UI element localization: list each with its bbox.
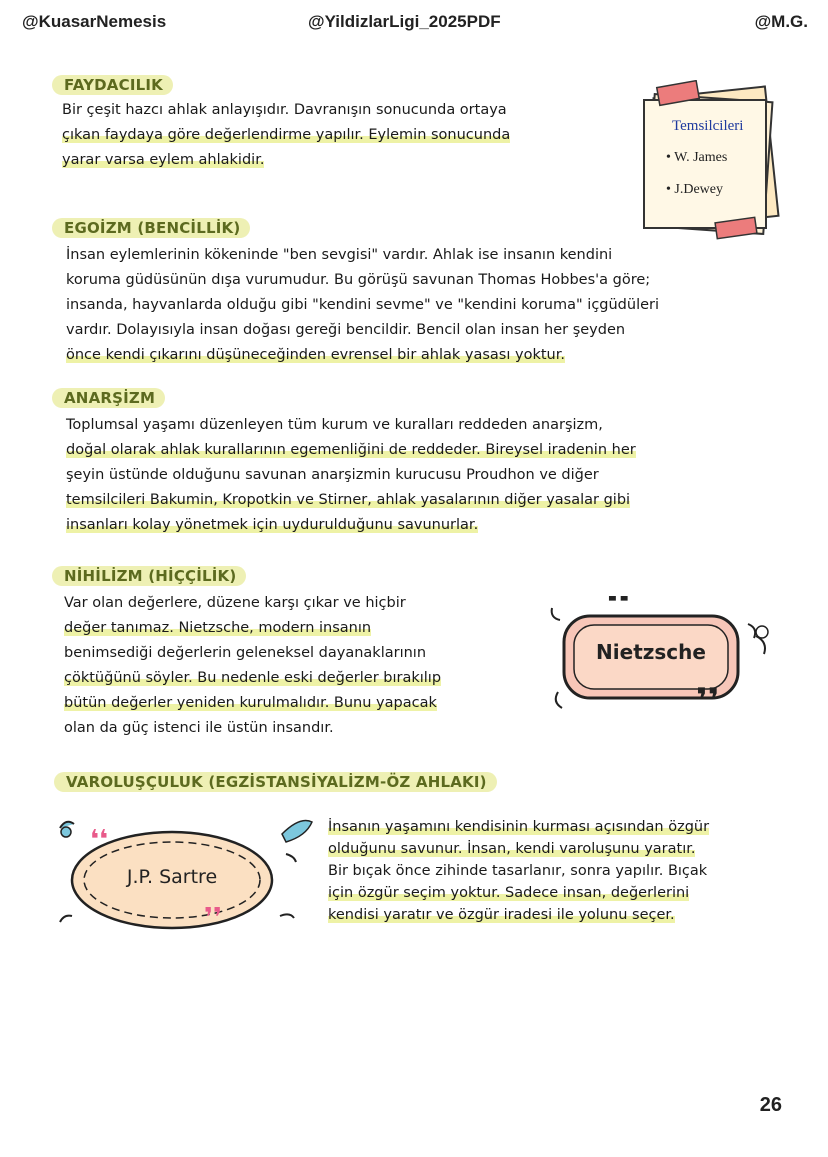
egoizm-line-4: vardır. Dolayısıyla insan doğası gereği bencildir. Bencil olan insan her şeyden	[66, 322, 626, 338]
header-left-handle: @KuasarNemesis	[22, 12, 167, 31]
sartre-quote-bubble	[54, 812, 320, 936]
faydacilik-line-1: Bir çeşit hazcı ahlak anlayışıdır. Davranışın sonucunda ortaya	[62, 102, 507, 118]
anarsizm-line-1: Toplumsal yaşamı düzenleyen tüm kurum ve kuralları reddeden anarşizm,	[66, 417, 603, 433]
anarsizm-line-3: şeyin üstünde olduğunu savunan anarşizmin kurucusu Proudhon ve diğer	[66, 467, 599, 483]
page-number: 26	[759, 1094, 782, 1116]
nietzsche-quote-box	[548, 596, 778, 720]
varolusculuk-line-3: Bir bıçak önce zihinde tasarlanır, sonra yapılır. Bıçak	[328, 863, 708, 879]
varolusculuk-line-5: kendisi yaratır ve özgür iradesi ile yolunu seçer.	[328, 907, 675, 923]
header-center-handle: @YildizlarLigi_2025PDF	[308, 12, 501, 31]
card-title: Temsilcileri	[672, 118, 744, 134]
section-title-anarsizm: ANARŞİZM	[52, 388, 165, 408]
nihilizm-line-4: çöktüğünü söyler. Bu nedenle eski değerler bırakılıp	[64, 670, 442, 686]
paragraph-faydacilik	[62, 98, 622, 173]
representatives-card	[630, 80, 790, 240]
nihilizm-line-3: benimsediği değerlerin geleneksel dayanaklarının	[64, 645, 427, 661]
faydacilik-line-2: çıkan faydaya göre değerlendirme yapılır. Eylemin sonucunda	[62, 127, 511, 143]
varolusculuk-line-2: olduğunu savunur. İnsan, kendi varoluşunu yaratır.	[328, 841, 696, 857]
svg-text:❜❜: ❜❜	[204, 903, 223, 933]
svg-text:❛❛: ❛❛	[606, 596, 630, 623]
paragraph-egoizm	[66, 243, 766, 368]
nihilizm-line-1: Var olan değerlere, düzene karşı çıkar ve hiçbir	[64, 595, 406, 611]
header-right-handle: @M.G.	[754, 12, 808, 31]
section-title-faydacilik: FAYDACILIK	[52, 75, 173, 95]
egoizm-line-3: insanda, hayvanlarda olduğu gibi "kendini sevme" ve "kendini koruma" içgüdüleri	[66, 297, 660, 313]
anarsizm-line-5: insanları kolay yönetmek için uydurulduğunu savunurlar.	[66, 517, 479, 533]
sartre-name: J.P. Sartre	[126, 866, 218, 888]
faydacilik-line-3: yarar varsa eylem ahlakidir.	[62, 152, 265, 168]
anarsizm-line-4: temsilcileri Bakumin, Kropotkin ve Stirner, ahlak yasalarının diğer yasalar gibi	[66, 492, 631, 508]
nihilizm-line-6: olan da güç istenci ile üstün insandır.	[64, 720, 334, 736]
section-title-varolusculuk: VAROLUŞÇULUK (EGZİSTANSİYALİZM-ÖZ AHLAKI)	[54, 772, 497, 792]
section-title-egoizm: EGOİZM (BENCİLLİK)	[52, 218, 250, 238]
anarsizm-line-2: doğal olarak ahlak kurallarının egemenliğini de reddeder. Bireysel iradenin her	[66, 442, 636, 458]
egoizm-line-2: koruma güdüsünün dışa vurumudur. Bu görüşü savunan Thomas Hobbes'a göre;	[66, 272, 651, 288]
card-item-dewey: • J.Dewey	[666, 182, 723, 197]
egoizm-line-5: önce kendi çıkarını düşüneceğinden evrensel bir ahlak yasası yoktur.	[66, 347, 565, 363]
egoizm-line-1: İnsan eylemlerinin kökeninde "ben sevgisi" vardır. Ahlak ise insanın kendini	[66, 247, 613, 263]
nihilizm-line-2: değer tanımaz. Nietzsche, modern insanın	[64, 620, 372, 636]
paragraph-varolusculuk	[328, 816, 788, 926]
card-item-james: • W. James	[666, 150, 728, 165]
varolusculuk-line-4: için özgür seçim yoktur. Sadece insan, değerlerini	[328, 885, 690, 901]
section-title-nihilizm: NİHİLİZM (HİÇÇİLİK)	[52, 566, 246, 586]
paragraph-nihilizm	[64, 591, 534, 741]
nietzsche-name: Nietzsche	[596, 640, 706, 664]
svg-text:❛❛: ❛❛	[90, 825, 109, 855]
nihilizm-line-5: bütün değerler yeniden kurulmalıdır. Bunu yapacak	[64, 695, 437, 711]
paragraph-anarsizm	[66, 413, 766, 538]
svg-text:❜❜: ❜❜	[696, 681, 720, 720]
varolusculuk-line-1: İnsanın yaşamını kendisinin kurması açısından özgür	[328, 819, 710, 835]
